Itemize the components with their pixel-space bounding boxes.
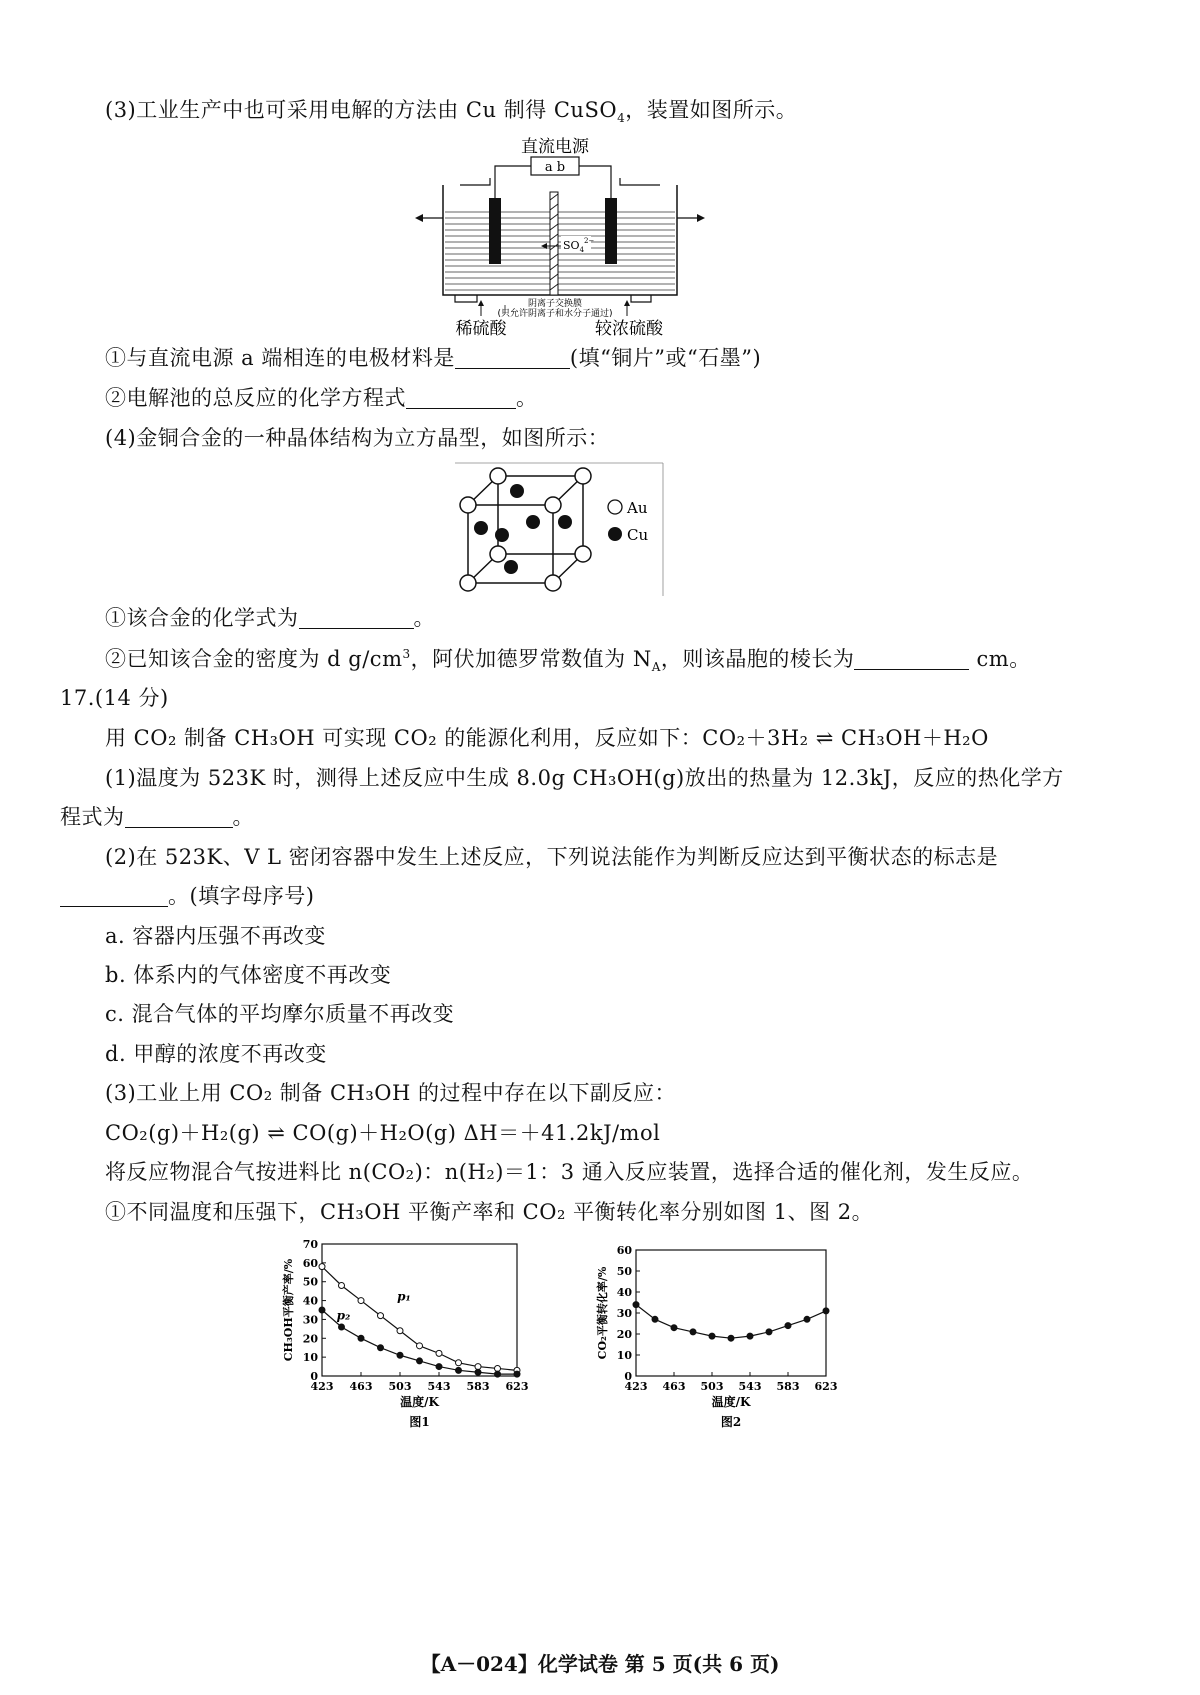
plot-frame <box>636 1250 826 1376</box>
x-tick-label: 623 <box>814 1380 838 1393</box>
x-tick-label: 543 <box>738 1380 762 1393</box>
tank <box>443 185 677 295</box>
q16-4-sub1: ①该合金的化学式为 。 <box>105 606 435 630</box>
data-point <box>671 1325 677 1331</box>
data-point <box>378 1313 384 1319</box>
left-electrode <box>489 198 501 264</box>
outflow-right-arrowhead <box>697 214 705 222</box>
x-tick-label: 463 <box>662 1380 686 1393</box>
data-point <box>475 1369 481 1375</box>
data-point <box>358 1335 364 1341</box>
q17-2-line2: 。(填字母序号) <box>60 882 314 910</box>
answer-blank[interactable] <box>60 884 168 907</box>
series-label: p₁ <box>397 1289 411 1304</box>
series-line <box>636 1305 826 1339</box>
x-tick-label: 423 <box>310 1380 334 1393</box>
y-tick-label: 0 <box>624 1370 632 1383</box>
y-tick-label: 60 <box>302 1256 318 1270</box>
data-point <box>475 1364 481 1370</box>
y-tick-label: 20 <box>302 1332 318 1346</box>
y-tick-label: 40 <box>616 1286 632 1299</box>
power-source-label: 直流电源 <box>521 137 589 157</box>
data-point <box>690 1329 696 1335</box>
right-electrode <box>605 198 617 264</box>
y-axis-label: CO₂平衡转化率/% <box>596 1266 609 1360</box>
y-tick-label: 10 <box>616 1349 632 1362</box>
crystal-cell-figure <box>455 462 665 597</box>
x-tick-label: 623 <box>505 1380 529 1393</box>
answer-blank[interactable] <box>455 346 570 369</box>
power-terminals: a b <box>544 160 566 175</box>
chart-fig2 <box>598 1238 838 1448</box>
legend-cu-marker <box>608 527 622 541</box>
y-tick-label: 50 <box>302 1275 318 1289</box>
wire-left <box>495 166 531 198</box>
y-tick-label: 20 <box>616 1328 632 1341</box>
ion-label: $SO_4^{2-}$ <box>563 237 595 254</box>
data-point <box>339 1324 345 1330</box>
membrane-note: (只允许阴离子和水分子通过) <box>497 309 613 319</box>
legend-cu-label: Cu <box>627 526 649 544</box>
series-line <box>322 1267 517 1371</box>
data-point <box>785 1323 791 1329</box>
y-tick-label: 40 <box>302 1294 318 1308</box>
chart-title: 图2 <box>720 1415 742 1429</box>
data-point <box>709 1333 715 1339</box>
x-tick-label: 543 <box>427 1380 451 1393</box>
data-point <box>456 1360 462 1366</box>
left-inlet-label: 稀硫酸 <box>455 319 507 339</box>
membrane-label: 阴离子交换膜 <box>527 299 583 309</box>
data-point <box>358 1298 364 1304</box>
inlet-left-arrowhead <box>478 300 484 306</box>
data-point <box>804 1316 810 1322</box>
answer-blank[interactable] <box>854 647 969 670</box>
data-point <box>436 1350 442 1356</box>
option-b: b. 体系内的气体密度不再改变 <box>105 963 392 987</box>
x-tick-label: 463 <box>349 1380 373 1393</box>
outflow-left-arrowhead <box>415 214 423 222</box>
page-footer: 【A－024】化学试卷 第 5 页(共 6 页) <box>420 1652 780 1676</box>
option-c: c. 混合气体的平均摩尔质量不再改变 <box>105 1002 455 1026</box>
x-tick-label: 503 <box>388 1380 412 1393</box>
plot-frame <box>322 1244 517 1376</box>
q16-4-intro: (4)金铜合金的一种晶体结构为立方晶型，如图所示： <box>105 426 610 450</box>
inlet-right-arrowhead <box>624 300 630 306</box>
tank-lid-right <box>620 178 660 185</box>
data-point <box>319 1307 325 1313</box>
q16-4-sub2: ②已知该合金的密度为 d $g/cm^3$，阿伏加德罗常数值为 $N_A$，则该晶胞的棱长为 cm。 <box>105 647 1031 675</box>
answer-blank[interactable] <box>125 805 233 828</box>
data-point <box>633 1302 639 1308</box>
data-point <box>397 1352 403 1358</box>
series-label: p₂ <box>336 1308 351 1323</box>
data-point <box>456 1367 462 1373</box>
right-inlet-label: 较浓硫酸 <box>595 319 663 339</box>
data-point <box>652 1316 658 1322</box>
x-tick-label: 583 <box>466 1380 490 1393</box>
y-tick-label: 30 <box>616 1307 632 1320</box>
series-line <box>322 1310 517 1374</box>
x-tick-label: 423 <box>624 1380 648 1393</box>
electrolyte <box>445 212 675 290</box>
data-point <box>378 1345 384 1351</box>
q16-3-sub2: ②电解池的总反应的化学方程式 。 <box>105 386 538 410</box>
option-d: d. 甲醇的浓度不再改变 <box>105 1042 327 1066</box>
y-tick-label: 30 <box>302 1313 318 1327</box>
answer-blank[interactable] <box>406 386 516 409</box>
data-point <box>766 1329 772 1335</box>
q17-intro: 用 CO₂ 制备 CH₃OH 可实现 CO₂ 的能源化利用，反应如下：CO₂＋3H₂ ⇌ CH₃OH＋H₂O <box>105 726 989 750</box>
q17-3-equation: CO₂(g)＋H₂(g) ⇌ CO(g)＋H₂O(g) ΔH＝＋41.2kJ/mol <box>105 1121 661 1145</box>
y-tick-label: 60 <box>616 1244 632 1257</box>
q17-1-line1: (1)温度为 523K 时，测得上述反应中生成 8.0g CH₃OH(g)放出的热量为 12.3kJ，反应的热化学方 <box>105 766 1064 790</box>
x-axis-label: 温度/K <box>400 1395 439 1409</box>
data-point <box>397 1328 403 1334</box>
y-tick-label: 10 <box>302 1351 318 1365</box>
data-point <box>319 1264 325 1270</box>
q17-3-line4: ①不同温度和压强下，CH₃OH 平衡产率和 CO₂ 平衡转化率分别如图 1、图 2。 <box>105 1200 874 1224</box>
y-tick-label: 70 <box>302 1238 318 1251</box>
q17-1-line2: 程式为 。 <box>60 805 254 829</box>
y-tick-label: 50 <box>616 1265 632 1278</box>
wire-right <box>579 166 611 198</box>
answer-blank[interactable] <box>299 606 414 629</box>
data-point <box>339 1282 345 1288</box>
data-point <box>417 1343 423 1349</box>
q16-3-intro: (3)工业生产中也可采用电解的方法由 Cu 制得 CuSO$_4$，装置如图所示。 <box>105 98 798 126</box>
y-tick-label: 0 <box>310 1370 318 1383</box>
legend-au-label: Au <box>627 499 648 517</box>
electrolysis-figure <box>415 130 705 340</box>
x-tick-label: 583 <box>776 1380 800 1393</box>
q17-3-line3: 将反应物混合气按进料比 n(CO₂)：n(H₂)＝1：3 通入反应装置，选择合适的催化剂，发生反应。 <box>105 1160 1034 1184</box>
inlet-left <box>455 295 477 302</box>
data-point <box>514 1371 520 1377</box>
option-a: a. 容器内压强不再改变 <box>105 924 326 948</box>
x-axis-label: 温度/K <box>711 1395 751 1409</box>
y-axis-label: CH₃OH平衡产率/% <box>282 1258 295 1362</box>
data-point <box>495 1365 501 1371</box>
data-point <box>417 1358 423 1364</box>
tank-lid-left <box>460 178 490 185</box>
q17-3-line1: (3)工业上用 CO₂ 制备 CH₃OH 的过程中存在以下副反应： <box>105 1081 676 1105</box>
chart-fig1 <box>278 1238 528 1448</box>
data-point <box>747 1333 753 1339</box>
data-point <box>823 1308 829 1314</box>
x-tick-label: 503 <box>700 1380 724 1393</box>
data-point <box>436 1364 442 1370</box>
legend-au-marker <box>608 500 622 514</box>
q16-3-sub1: ①与直流电源 a 端相连的电极材料是 (填“铜片”或“石墨”) <box>105 346 762 370</box>
inlet-right <box>631 295 651 302</box>
chart-title: 图1 <box>409 1415 430 1429</box>
data-point <box>495 1371 501 1377</box>
q17-2-line1: (2)在 523K、V L 密闭容器中发生上述反应，下列说法能作为判断反应达到平衡状态的标志是 <box>105 845 999 869</box>
data-point <box>728 1335 734 1341</box>
q17-header: 17.(14 分) <box>60 686 169 710</box>
